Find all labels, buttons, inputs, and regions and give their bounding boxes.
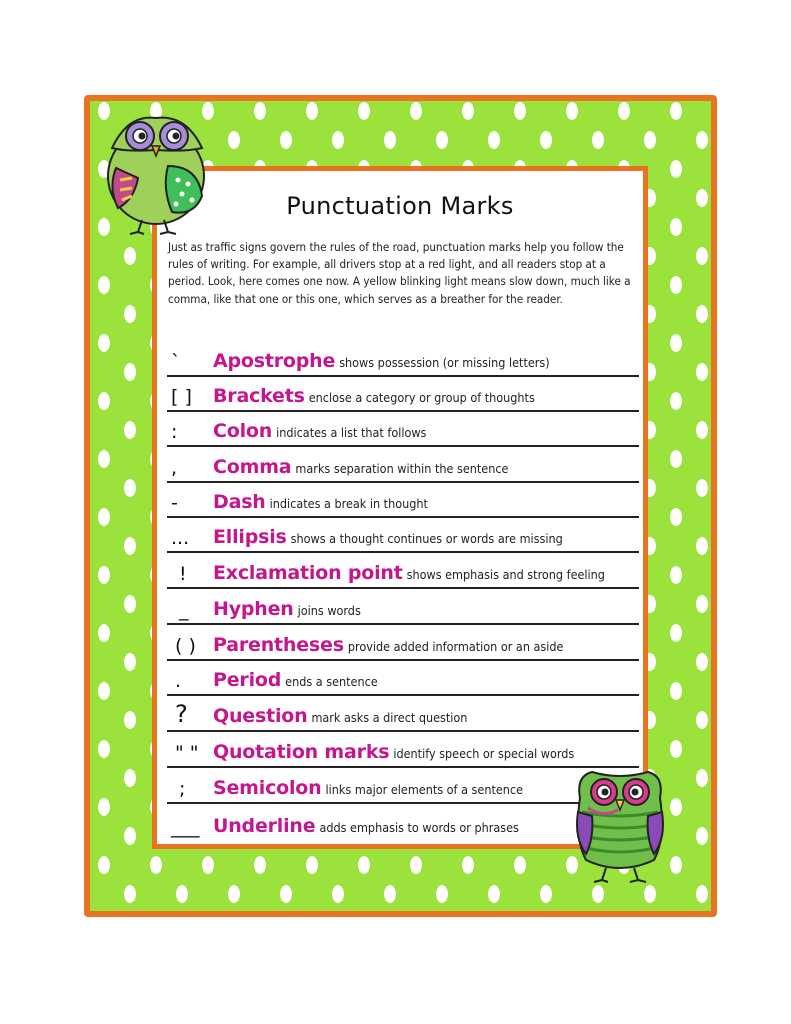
- description: links major elements of a sentence: [325, 782, 524, 797]
- term: Quotation marks: [213, 741, 390, 763]
- term: Underline: [213, 815, 316, 837]
- intro-paragraph: Just as traffic signs govern the rules of the road, punctuation marks help you follow the rules of writing. For example, all drivers stop at a red light, and all readers stop at a period. Look, here comes one now. A yellow blinking light means slow down, much like a comma, like that one or this one, which serves as a breather for the reader.: [168, 240, 631, 306]
- term: Ellipsis: [213, 526, 287, 548]
- list-item: [167, 590, 639, 625]
- symbol: :: [171, 421, 178, 443]
- striped-owl-illustration: [572, 768, 668, 886]
- description: joins words: [297, 603, 361, 618]
- list-item: [167, 483, 639, 518]
- green-owl-illustration: [98, 108, 214, 236]
- term: Brackets: [213, 385, 305, 407]
- content-panel: [152, 166, 648, 849]
- term: Period: [213, 669, 282, 691]
- list-item: [167, 554, 639, 589]
- term: Exclamation point: [213, 562, 403, 584]
- term: Parentheses: [213, 634, 344, 656]
- term: Hyphen: [213, 598, 294, 620]
- description: identify speech or special words: [393, 746, 575, 761]
- term: Dash: [213, 491, 266, 513]
- term: Colon: [213, 420, 273, 442]
- symbol: ( ): [175, 635, 196, 657]
- symbol: [ ]: [171, 386, 192, 408]
- description: shows a thought continues or words are missing: [290, 531, 563, 546]
- symbol: ?: [175, 700, 188, 728]
- description: indicates a list that follows: [276, 425, 427, 440]
- symbol: ;: [179, 778, 186, 800]
- list-item: [167, 805, 639, 840]
- description: ends a sentence: [285, 674, 378, 689]
- list-item: [167, 448, 639, 483]
- symbol: ...: [171, 527, 190, 549]
- description: enclose a category or group of thoughts: [308, 390, 535, 405]
- term: Comma: [213, 456, 292, 478]
- symbol: !: [179, 563, 187, 585]
- description: adds emphasis to words or phrases: [319, 820, 519, 835]
- list-item: [167, 412, 639, 447]
- symbol: ___: [171, 816, 200, 838]
- list-item: [167, 626, 639, 661]
- symbol: _: [179, 599, 189, 621]
- list-item: [167, 661, 639, 696]
- list-item: [167, 697, 639, 732]
- list-item: [167, 733, 639, 768]
- symbol: `: [171, 351, 181, 373]
- page-title: Punctuation Marks: [286, 192, 514, 220]
- list-item: [167, 518, 639, 553]
- description: indicates a break in thought: [269, 496, 428, 511]
- description: provide added information or an aside: [347, 639, 564, 654]
- symbol: " ": [175, 742, 199, 764]
- symbol: ,: [171, 457, 178, 479]
- list-item: [167, 769, 639, 804]
- symbol: -: [171, 492, 178, 514]
- list-item: [167, 377, 639, 412]
- description: shows possession (or missing letters): [339, 355, 550, 370]
- term: Semicolon: [213, 777, 322, 799]
- description: marks separation within the sentence: [295, 461, 509, 476]
- description: mark asks a direct question: [311, 710, 468, 725]
- term: Apostrophe: [213, 350, 336, 372]
- list-item: [167, 342, 639, 377]
- description: shows emphasis and strong feeling: [406, 567, 605, 582]
- term: Question: [213, 705, 308, 727]
- symbol: .: [175, 670, 182, 692]
